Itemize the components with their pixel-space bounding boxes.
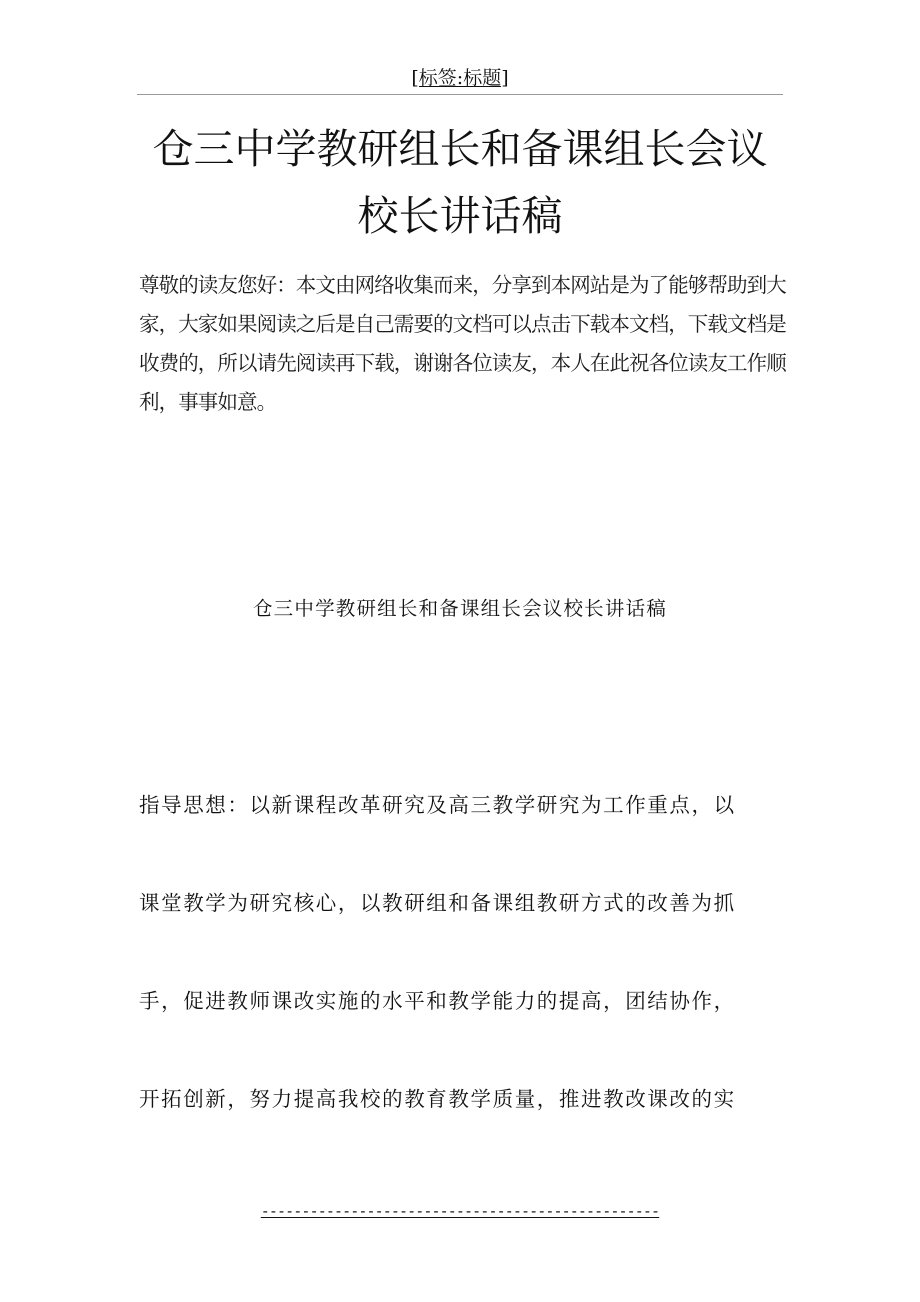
document-title-line-2: 校长讲话稿 xyxy=(357,192,563,240)
footer-dashed-rule: ------------------------------------------------- xyxy=(260,1202,660,1220)
speech-title: 仓三中学教研组长和备课组长会议校长讲话稿 xyxy=(252,597,667,620)
reader-notice-line: 尊敬的读友您好：本文由网络收集而来，分享到本网站是为了能够帮助到大 xyxy=(139,273,786,297)
document-title-line-1: 仓三中学教研组长和备课组长会议 xyxy=(152,125,768,173)
reader-notice xyxy=(139,266,786,422)
speech-body xyxy=(139,789,784,1181)
reader-notice-line: 家，大家如果阅读之后是自己需要的文档可以点击下载本文档，下载文档是 xyxy=(139,312,786,336)
header-tag xyxy=(0,66,920,90)
speech-body-line: 指导思想：以新课程改革研究及高三教学研究为工作重点，以 xyxy=(139,793,736,817)
reader-notice-line: 利，事事如意。 xyxy=(139,390,277,414)
header-tag-text: [标签:标题] xyxy=(411,67,509,89)
reader-notice-line: 收费的，所以请先阅读再下载，谢谢各位读友，本人在此祝各位读友工作顺 xyxy=(139,351,786,375)
header-divider xyxy=(137,94,783,95)
speech-body-line: 课堂教学为研究核心，以教研组和备课组教研方式的改善为抓 xyxy=(139,891,736,915)
document-title xyxy=(120,116,800,250)
speech-body-line: 开拓创新，努力提高我校的教育教学质量，推进教改课改的实 xyxy=(139,1087,736,1111)
speech-body-line: 手，促进教师课改实施的水平和教学能力的提高，团结协作， xyxy=(139,989,736,1013)
